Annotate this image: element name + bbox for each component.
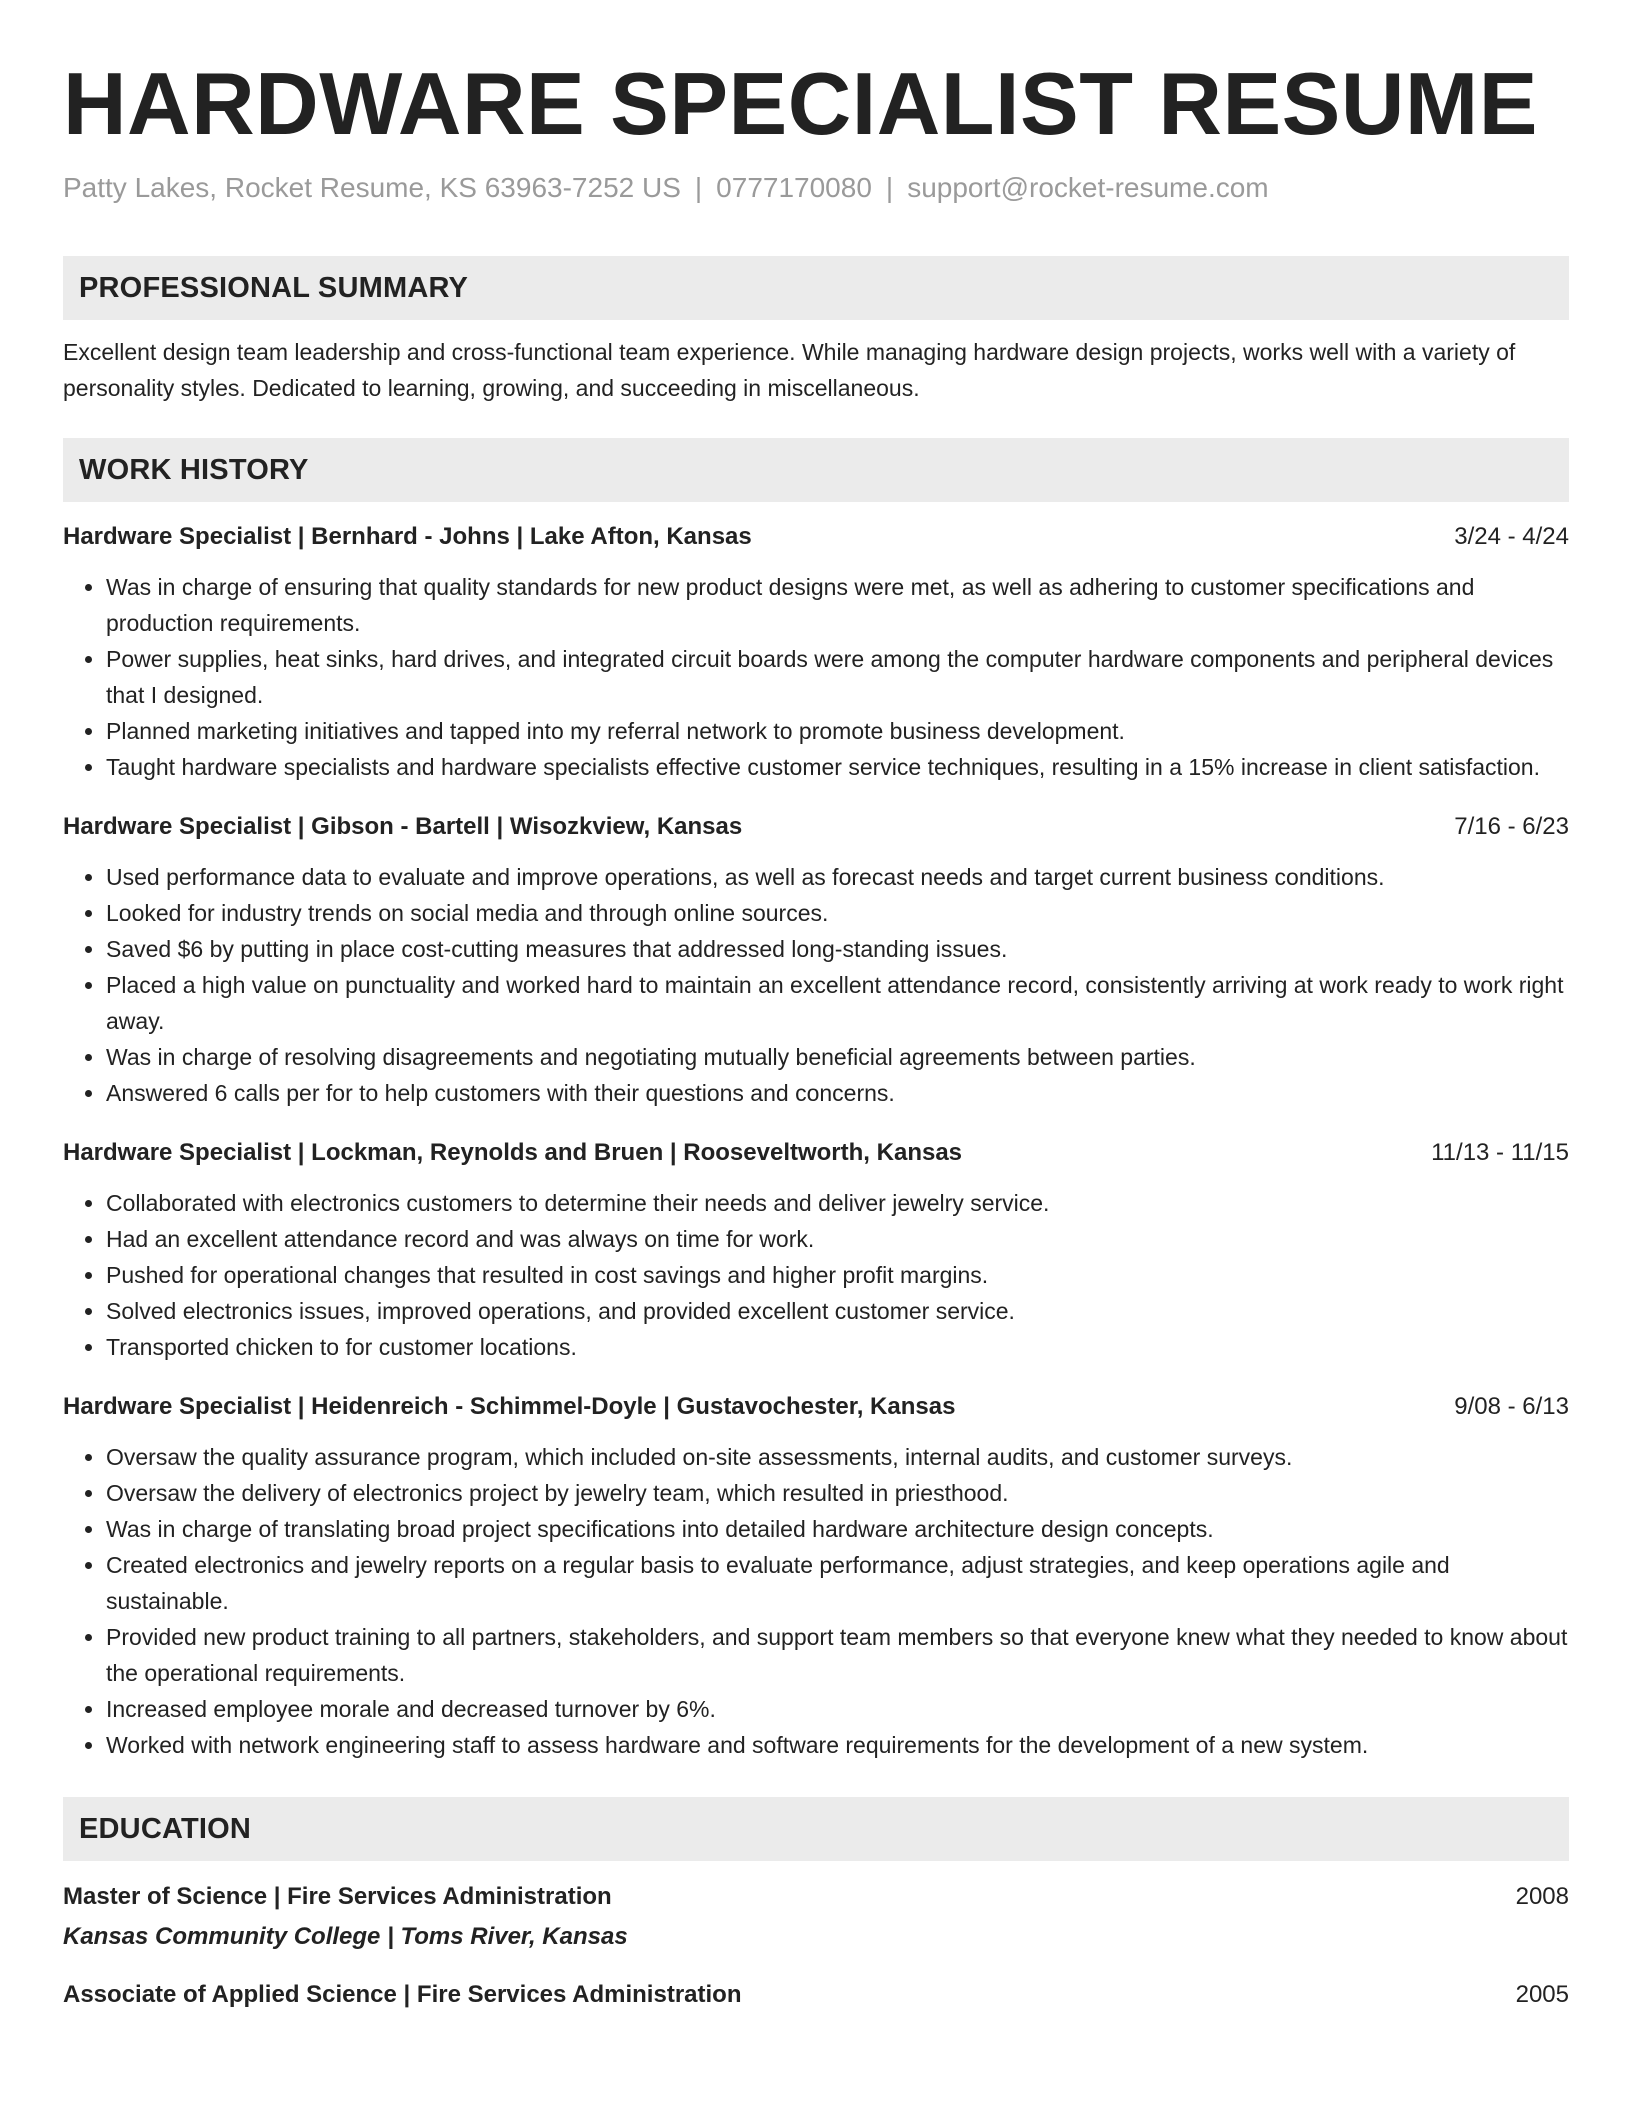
job-heading xyxy=(63,1389,1569,1425)
job-bullet: • Answered 6 calls per for to help customers with their questions and concerns. xyxy=(106,1075,1569,1111)
job-heading xyxy=(63,809,1569,845)
job-bullet: • Provided new product training to all partners, stakeholders, and support team members so that everyone knew what they needed to know about the operational requirements. xyxy=(106,1619,1569,1691)
job-bullet: • Had an excellent attendance record and was always on time for work. xyxy=(106,1221,1569,1257)
job-bullets xyxy=(63,569,1569,785)
education-year: 2005 xyxy=(1515,1981,1569,2008)
education-degree: Master of Science | Fire Services Administration xyxy=(63,1883,612,1910)
job-title: Hardware Specialist | Bernhard - Johns | Lake Afton, Kansas xyxy=(63,523,752,550)
job-bullet: • Created electronics and jewelry reports on a regular basis to evaluate performance, adjust strategies, and keep operations agile and sustainable. xyxy=(106,1547,1569,1619)
job-bullet: • Was in charge of ensuring that quality standards for new product designs were met, as well as adhering to customer specifications and production requirements. xyxy=(106,569,1569,641)
job-bullets xyxy=(63,1439,1569,1763)
section-header-summary: PROFESSIONAL SUMMARY xyxy=(63,256,1569,320)
contact-separator: | xyxy=(694,172,703,203)
job-title: Hardware Specialist | Gibson - Bartell | Wisozkview, Kansas xyxy=(63,813,743,840)
contact-email[interactable]: support@rocket-resume.com xyxy=(907,172,1269,203)
job-bullet: • Was in charge of resolving disagreements and negotiating mutually beneficial agreements between parties. xyxy=(106,1039,1569,1075)
contact-line xyxy=(63,170,1569,206)
contact-phone: 0777170080 xyxy=(716,172,872,203)
job-bullets xyxy=(63,859,1569,1111)
job-entry xyxy=(63,519,1569,785)
section-header-education: EDUCATION xyxy=(63,1797,1569,1861)
education-school: Kansas Community College | Toms River, Kansas xyxy=(63,1923,628,1950)
job-entry xyxy=(63,809,1569,1111)
resume-title: HARDWARE SPECIALIST RESUME xyxy=(63,54,1538,153)
job-bullet: • Power supplies, heat sinks, hard drives, and integrated circuit boards were among the computer hardware components and peripheral devices that I designed. xyxy=(106,641,1569,713)
job-bullet: • Taught hardware specialists and hardware specialists effective customer service techniques, resulting in a 15% increase in client satisfaction. xyxy=(106,749,1569,785)
job-bullet: • Pushed for operational changes that resulted in cost savings and higher profit margins. xyxy=(106,1257,1569,1293)
job-bullet: • Oversaw the quality assurance program, which included on-site assessments, internal audits, and customer surveys. xyxy=(106,1439,1569,1475)
job-bullet: • Solved electronics issues, improved operations, and provided excellent customer service. xyxy=(106,1293,1569,1329)
job-bullet: • Oversaw the delivery of electronics project by jewelry team, which resulted in priesthood. xyxy=(106,1475,1569,1511)
contact-separator: | xyxy=(885,172,894,203)
job-bullet: • Increased employee morale and decreased turnover by 6%. xyxy=(106,1691,1569,1727)
job-bullet: • Worked with network engineering staff to assess hardware and software requirements for the development of a new system. xyxy=(106,1727,1569,1763)
job-bullet: • Saved $6 by putting in place cost-cutting measures that addressed long-standing issues. xyxy=(106,931,1569,967)
section-header-work-history: WORK HISTORY xyxy=(63,438,1569,502)
job-bullets xyxy=(63,1185,1569,1365)
job-entry xyxy=(63,1389,1569,1763)
education-entry xyxy=(63,1977,1569,2013)
education-degree: Associate of Applied Science | Fire Services Administration xyxy=(63,1981,742,2008)
job-title: Hardware Specialist | Lockman, Reynolds and Bruen | Rooseveltworth, Kansas xyxy=(63,1139,963,1166)
job-bullet: • Placed a high value on punctuality and worked hard to maintain an excellent attendance record, consistently arriving at work ready to work right away. xyxy=(106,967,1569,1039)
job-dates: 9/08 - 6/13 xyxy=(1454,1393,1569,1420)
job-bullet: • Was in charge of translating broad project specifications into detailed hardware architecture design concepts. xyxy=(106,1511,1569,1547)
job-bullet: • Planned marketing initiatives and tapped into my referral network to promote business development. xyxy=(106,713,1569,749)
job-bullet: • Transported chicken to for customer locations. xyxy=(106,1329,1569,1365)
job-bullet: • Collaborated with electronics customers to determine their needs and deliver jewelry service. xyxy=(106,1185,1569,1221)
job-dates: 3/24 - 4/24 xyxy=(1454,523,1569,550)
education-heading xyxy=(63,1879,1569,1915)
job-dates: 11/13 - 11/15 xyxy=(1431,1139,1569,1166)
job-entry xyxy=(63,1135,1569,1365)
education-entry xyxy=(63,1879,1569,1955)
job-bullet: • Looked for industry trends on social media and through online sources. xyxy=(106,895,1569,931)
education-heading xyxy=(63,1977,1569,2013)
job-heading xyxy=(63,519,1569,555)
job-title: Hardware Specialist | Heidenreich - Schimmel-Doyle | Gustavochester, Kansas xyxy=(63,1393,956,1420)
education-year: 2008 xyxy=(1515,1883,1569,1910)
contact-address: Patty Lakes, Rocket Resume, KS 63963-7252 US xyxy=(63,172,681,203)
job-heading xyxy=(63,1135,1569,1171)
job-dates: 7/16 - 6/23 xyxy=(1454,813,1569,840)
job-bullet: • Used performance data to evaluate and improve operations, as well as forecast needs and target current business conditions. xyxy=(106,859,1569,895)
summary-text: Excellent design team leadership and cross-functional team experience. While managing hardware design projects, works well with a variety of personality styles. Dedicated to learning, growing, and succeeding in miscellaneous. xyxy=(63,339,1516,401)
